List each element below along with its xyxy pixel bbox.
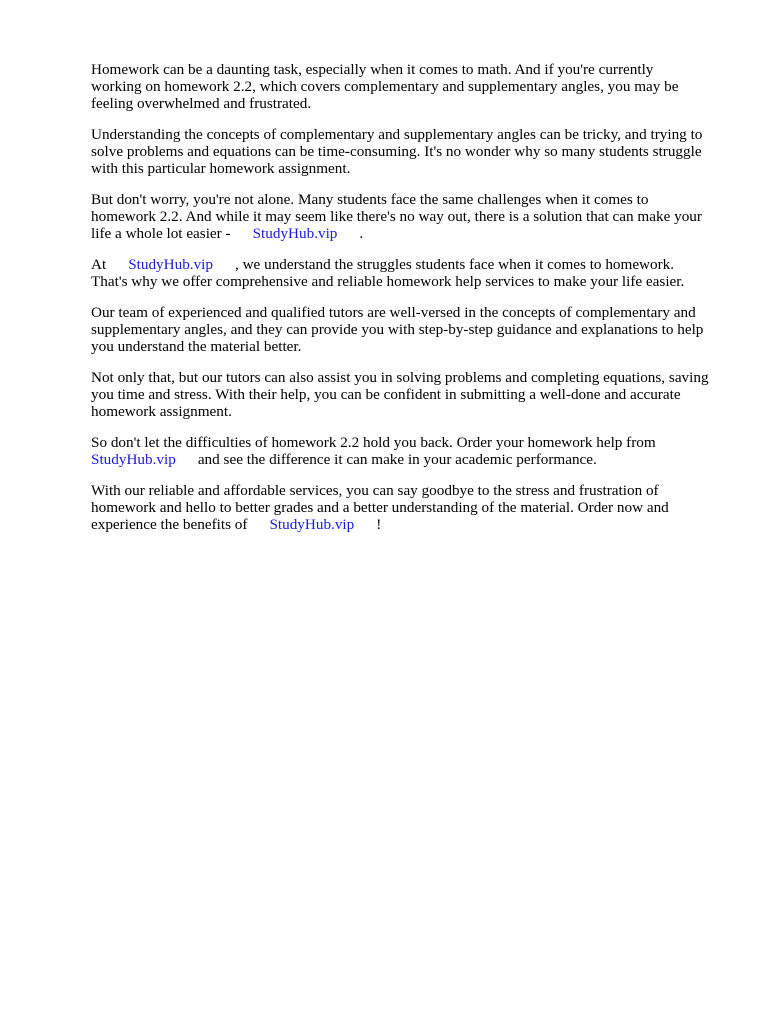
text-line-with-link (91, 225, 727, 242)
text-line: homework 2.2. And while it may seem like there's no way out, there is a solution that can make your (91, 208, 702, 225)
paragraph-intro (91, 61, 727, 112)
text-line: homework assignment. (91, 403, 232, 420)
studyhub-link[interactable]: StudyHub.vip (252, 225, 338, 242)
text-fragment: , we understand the struggles students face when it comes to homework. (235, 256, 675, 273)
text-line-with-link (91, 451, 727, 468)
text-line: you time and stress. With their help, you can be confident in submitting a well-done and accurate (91, 386, 681, 403)
text-line: Understanding the concepts of complementary and supplementary angles can be tricky, and trying to (91, 126, 703, 143)
text-fragment: . (359, 225, 364, 242)
paragraph-concepts (91, 126, 727, 177)
text-fragment: and see the difference it can make in your academic performance. (197, 451, 597, 468)
paragraph-not-alone (91, 191, 727, 242)
text-line: working on homework 2.2, which covers complementary and supplementary angles, you may be (91, 78, 679, 95)
paragraph-tutors (91, 304, 727, 355)
text-fragment: life a whole lot easier - (91, 225, 231, 242)
text-line-with-link (91, 516, 727, 533)
paragraph-closing (91, 482, 727, 533)
studyhub-link[interactable]: StudyHub.vip (269, 516, 355, 533)
text-line: So don't let the difficulties of homework 2.2 hold you back. Order your homework help from (91, 434, 656, 451)
text-line: you understand the material better. (91, 338, 302, 355)
text-line: homework and hello to better grades and a better understanding of the material. Order now and (91, 499, 669, 516)
text-line: That's why we offer comprehensive and reliable homework help services to make your life easier. (91, 273, 685, 290)
studyhub-link[interactable]: StudyHub.vip (128, 256, 213, 273)
text-line: With our reliable and affordable services, you can say goodbye to the stress and frustration of (91, 482, 659, 499)
text-fragment: At (91, 256, 107, 273)
paragraph-at-studyhub (91, 256, 727, 290)
text-line: Not only that, but our tutors can also assist you in solving problems and completing equations, saving (91, 369, 709, 386)
text-line: solve problems and equations can be time-consuming. It's no wonder why so many students struggle (91, 143, 702, 160)
text-line: But don't worry, you're not alone. Many students face the same challenges when it comes to (91, 191, 649, 208)
text-fragment: ! (376, 516, 382, 533)
studyhub-link[interactable]: StudyHub.vip (91, 451, 176, 468)
text-line: feeling overwhelmed and frustrated. (91, 95, 312, 112)
paragraph-order (91, 434, 727, 468)
paragraph-not-only (91, 369, 727, 420)
document-page (91, 61, 727, 547)
text-line: Our team of experienced and qualified tutors are well-versed in the concepts of complementary and (91, 304, 696, 321)
text-line: with this particular homework assignment. (91, 160, 351, 177)
text-fragment: experience the benefits of (91, 516, 248, 533)
text-line: Homework can be a daunting task, especially when it comes to math. And if you're currently (91, 61, 654, 78)
text-line: supplementary angles, and they can provide you with step-by-step guidance and explanations to help (91, 321, 704, 338)
text-line-with-link (91, 256, 727, 273)
